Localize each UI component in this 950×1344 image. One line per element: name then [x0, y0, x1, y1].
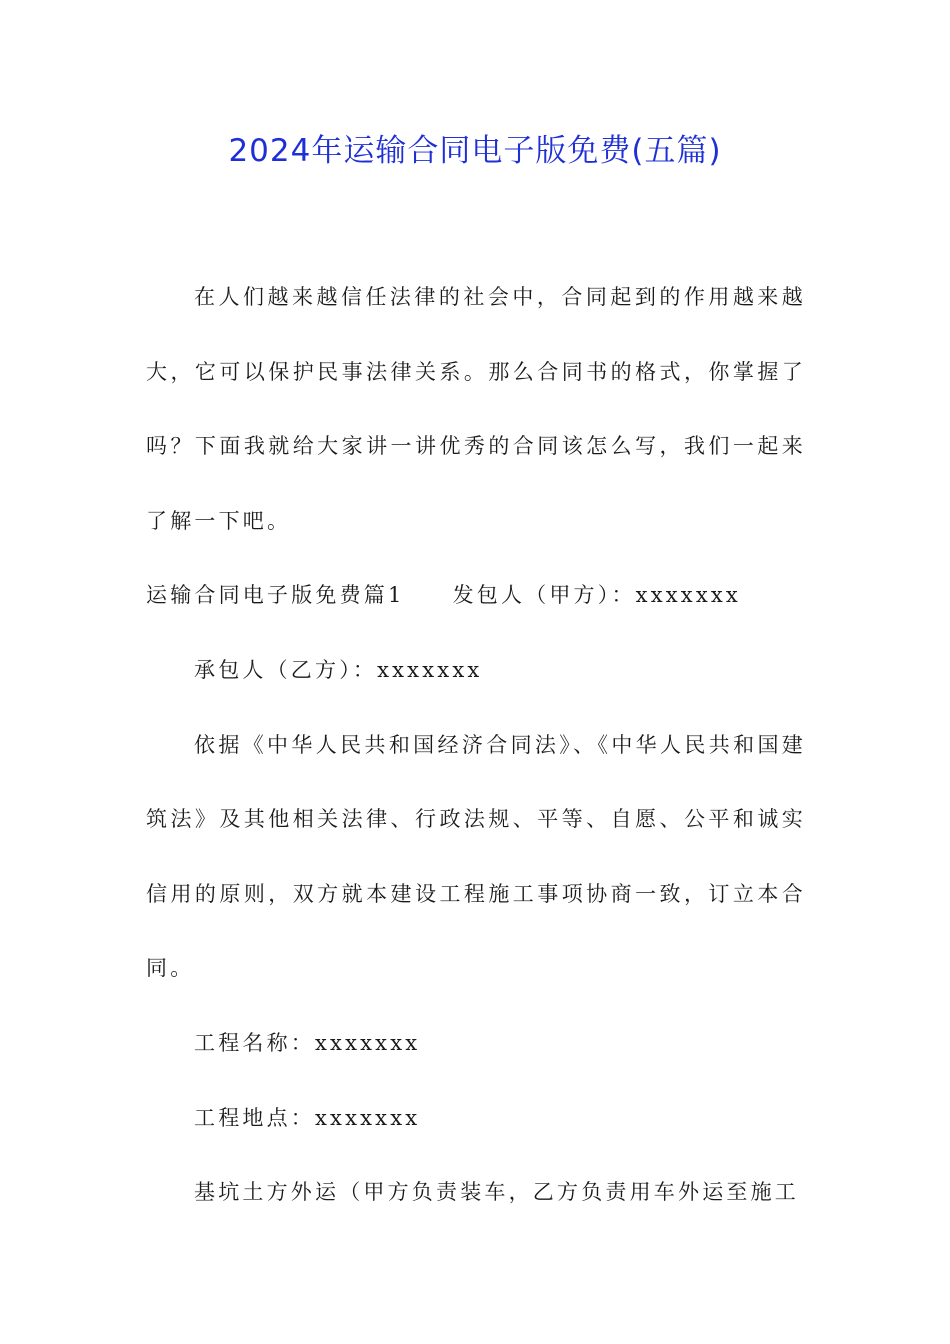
project-name: 工程名称：xxxxxxx [194, 1030, 421, 1055]
party-b: 承包人（乙方）：xxxxxxx [194, 657, 483, 682]
section-heading-line [146, 558, 806, 633]
basis-paragraph: 依据《中华人民共和国经济合同法》、《中华人民共和国建筑法》及其他相关法律、行政法规、平等、自愿、公平和诚实信用的原则，双方就本建设工程施工事项协商一致，订立本合同。 [146, 732, 806, 981]
document-title: 2024年运输合同电子版免费(五篇) [228, 133, 722, 169]
party-a: 发包人（甲方）：xxxxxxx [452, 583, 741, 608]
project-location: 工程地点：xxxxxxx [194, 1105, 421, 1130]
intro-paragraph: 在人们越来越信任法律的社会中，合同起到的作用越来越大，它可以保护民事法律关系。那么合同书的格式，你掌握了吗？下面我就给大家讲一讲优秀的合同该怎么写，我们一起来了解一下吧。 [146, 285, 806, 533]
scope-paragraph: 基坑土方外运（甲方负责装车，乙方负责用车外运至施工 [194, 1180, 799, 1205]
document-body [146, 260, 806, 1230]
section-heading: 运输合同电子版免费篇1 [146, 583, 405, 608]
